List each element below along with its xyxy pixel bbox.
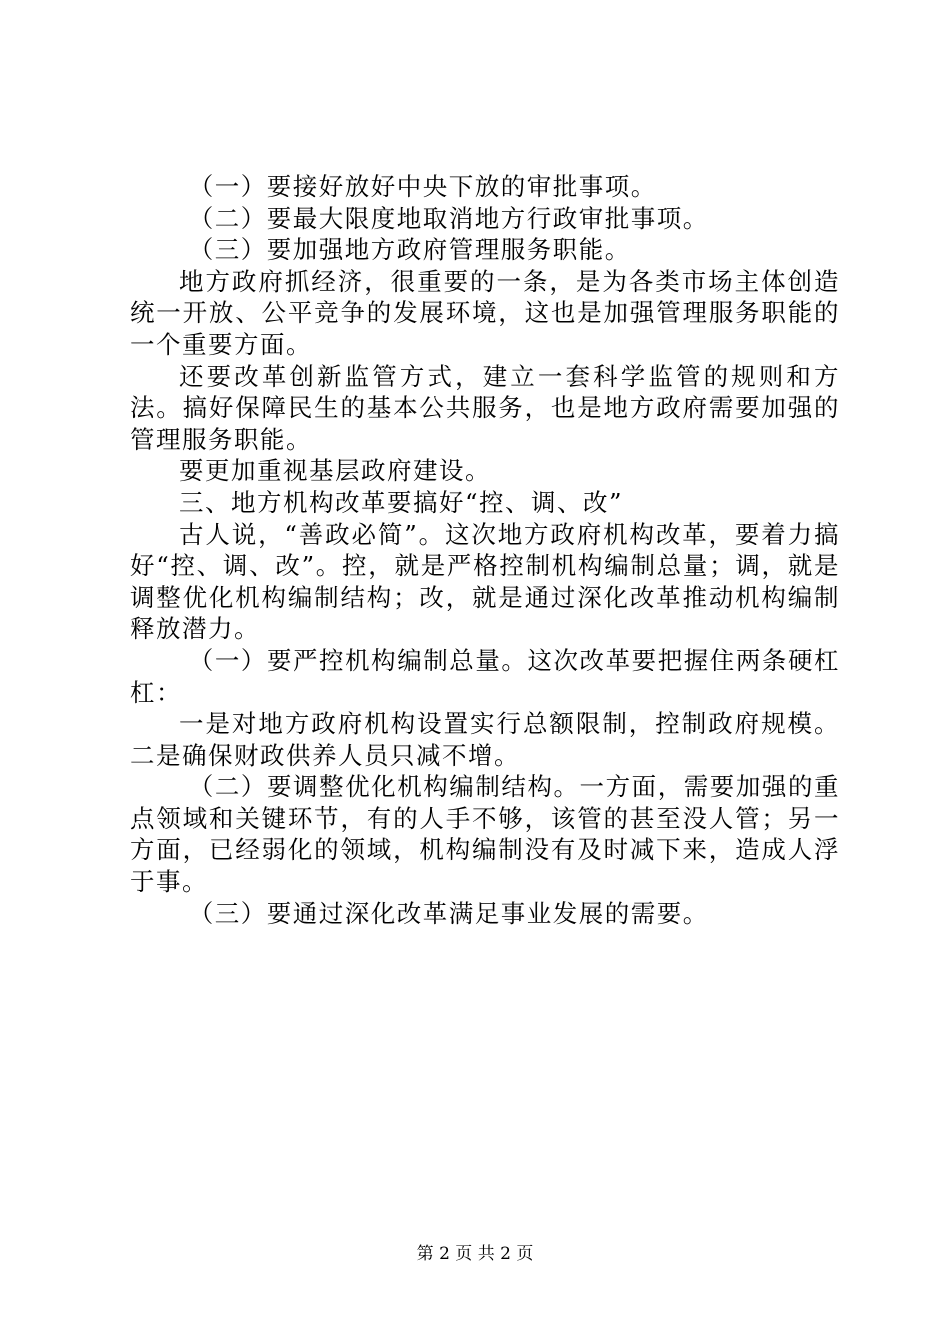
document-body bbox=[130, 171, 840, 929]
section-heading: 三、地方机构改革要搞好“控、调、改” bbox=[179, 487, 624, 517]
paragraph-4: 地方政府抓经济，很重要的一条，是为各类市场主体创造统一开放、公平竞争的发展环境，这也是加强管理服务职能的一个重要方面。 bbox=[130, 266, 840, 359]
paragraph-10: 一是对地方政府机构设置实行总额限制，控制政府规模。二是确保财政供养人员只减不增。 bbox=[130, 709, 840, 770]
paragraph-6: 要更加重视基层政府建设。 bbox=[179, 456, 491, 486]
paragraph-8: 古人说，“善政必简”。这次地方政府机构改革，要着力搞好“控、调、改”。控，就是严格控制机构编制总量；调，就是调整优化机构编制结构；改，就是通过深化改革推动机构编制释放潜力。 bbox=[130, 519, 840, 644]
paragraph-9: （一）要严控机构编制总量。这次改革要把握住两条硬杠杠： bbox=[130, 645, 840, 707]
page-number: 第 2 页 共 2 页 bbox=[416, 1244, 534, 1264]
paragraph-3: （三）要加强地方政府管理服务职能。 bbox=[188, 235, 631, 265]
page-footer bbox=[0, 1243, 950, 1265]
paragraph-11: （二）要调整优化机构编制结构。一方面，需要加强的重点领域和关键环节，有的人手不够，该管的甚至没人管；另一方面，已经弱化的领域，机构编制没有及时减下来，造成人浮于事。 bbox=[130, 772, 840, 897]
paragraph-2: （二）要最大限度地取消地方行政审批事项。 bbox=[188, 203, 709, 233]
paragraph-1: （一）要接好放好中央下放的审批事项。 bbox=[188, 172, 657, 201]
paragraph-12: （三）要通过深化改革满足事业发展的需要。 bbox=[188, 898, 709, 928]
paragraph-5: 还要改革创新监管方式，建立一套科学监管的规则和方法。搞好保障民生的基本公共服务，也是地方政府需要加强的管理服务职能。 bbox=[130, 361, 840, 454]
